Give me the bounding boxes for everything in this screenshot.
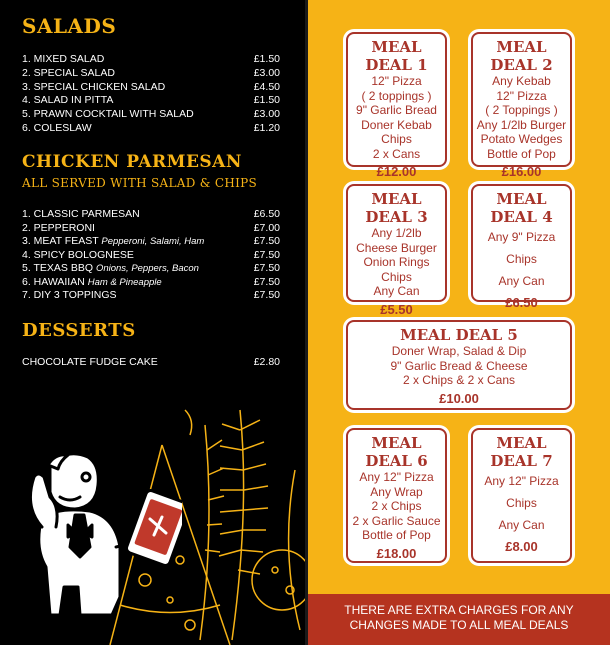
deal-line: 2 x Chips (371, 499, 422, 513)
deal-price: £5.50 (380, 301, 413, 317)
menu-item: 4. SPICY BOLOGNESE £7.50 (22, 249, 280, 261)
deal-line: Chips (506, 252, 537, 266)
extra-charges-banner (308, 594, 610, 645)
deal-line: 9" Garlic Bread (356, 103, 437, 117)
deal-price: £12.00 (376, 164, 417, 179)
menu-item: 1. MIXED SALAD £1.50 (22, 53, 280, 65)
deal-line: ( 2 Toppings ) (485, 103, 558, 117)
deal-line: Any 12" Pizza (484, 474, 559, 488)
deal-title: MEAL DEAL 1 (365, 38, 428, 74)
deal-line: 2 x Garlic Sauce (352, 513, 441, 528)
deal-line: Chips (506, 496, 537, 510)
deal-title: MEAL DEAL 6 (365, 434, 428, 470)
menu-item: 6. COLESLAW £1.20 (22, 122, 280, 134)
meal-deal-card (471, 428, 572, 563)
parmesan-subtitle: ALL SERVED WITH SALAD & CHIPS (22, 176, 258, 190)
deal-line: Any Kebab (492, 74, 551, 88)
deal-line: Any 9" Pizza (487, 230, 556, 244)
deal-line: Any Can (373, 284, 420, 298)
meal-deal-card (346, 428, 447, 563)
menu-item: 1. CLASSIC PARMESAN £6.50 (22, 208, 280, 220)
deal-line: Onion Rings (363, 255, 430, 269)
deal-line: 12" Pizza (496, 88, 547, 103)
banner-line: THERE ARE EXTRA CHARGES FOR ANY (344, 603, 574, 617)
deal-title: MEAL DEAL 5 (400, 326, 518, 344)
right-meal-deals-panel (308, 0, 610, 645)
share-button[interactable] (20, 447, 182, 623)
meal-deal-card (471, 32, 572, 179)
deal-title: MEAL DEAL 2 (490, 38, 553, 74)
deal-title: MEAL DEAL 7 (490, 434, 553, 470)
deal-line: Doner Wrap, Salad & Dip (391, 344, 527, 358)
menu-item: 4. SALAD IN PITTA £1.50 (22, 94, 280, 106)
deal-line: Chips (381, 269, 412, 284)
deal-line: Bottle of Pop (362, 528, 431, 542)
menu-item: 3. SPECIAL CHICKEN SALAD £4.50 (22, 81, 280, 93)
menu-item: 2. SPECIAL SALAD £3.00 (22, 67, 280, 79)
deal-line: Any 1/2lb Burger (476, 117, 567, 132)
deal-title: MEAL DEAL 3 (365, 190, 428, 226)
deal-price: £16.00 (501, 164, 542, 179)
deal-line: Chips (381, 132, 412, 146)
deal-line: 2 x Chips & 2 x Cans (402, 373, 516, 387)
deal-line: Any 12" Pizza (359, 470, 434, 484)
deal-line: Doner Kebab (361, 117, 432, 132)
salads-title: SALADS (22, 14, 117, 38)
menu-item: 2. PEPPERONI £7.00 (22, 222, 280, 234)
deal-title: MEAL DEAL 4 (490, 190, 553, 226)
parmesan-title: CHICKEN PARMESAN (22, 152, 242, 172)
deal-line: Any Wrap (370, 484, 423, 499)
deal-line: Bottle of Pop (487, 146, 556, 161)
deal-price: £8.00 (505, 539, 538, 554)
deal-price: £6.50 (505, 295, 538, 310)
deal-line: 12" Pizza (371, 74, 422, 88)
menu-item: 6. HAWAIIAN Ham & Pineapple £7.50 (22, 276, 280, 288)
deal-line: 9" Garlic Bread & Cheese (390, 358, 528, 373)
menu-item: 5. PRAWN COCKTAIL WITH SALAD £3.00 (22, 108, 280, 120)
menu-item: 7. DIY 3 TOPPINGS £7.50 (22, 289, 280, 301)
deal-price: £10.00 (439, 390, 479, 406)
meal-deal-card (346, 32, 447, 179)
meal-deal-card (346, 184, 447, 317)
deal-line: Any 1/2lb (371, 226, 422, 240)
banner-line: CHANGES MADE TO ALL MEAL DEALS (349, 618, 569, 632)
deal-line: Any Can (498, 518, 545, 532)
deal-line: ( 2 toppings ) (361, 88, 432, 103)
menu-item: 5. TEXAS BBQ Onions, Peppers, Bacon £7.50 (22, 262, 280, 274)
deal-line: Cheese Burger (356, 240, 437, 255)
meal-deal-card (471, 184, 572, 310)
deal-price: £18.00 (376, 545, 417, 561)
menu-item: CHOCOLATE FUDGE CAKE £2.80 (22, 356, 280, 368)
desserts-title: DESSERTS (22, 320, 136, 341)
deal-line: 2 x Cans (372, 146, 421, 161)
deal-line: Any Can (498, 274, 545, 288)
deal-line: Potato Wedges (480, 132, 563, 146)
meal-deal-card (346, 320, 572, 410)
menu-item: 3. MEAT FEAST Pepperoni, Salami, Ham £7.50 (22, 235, 280, 247)
